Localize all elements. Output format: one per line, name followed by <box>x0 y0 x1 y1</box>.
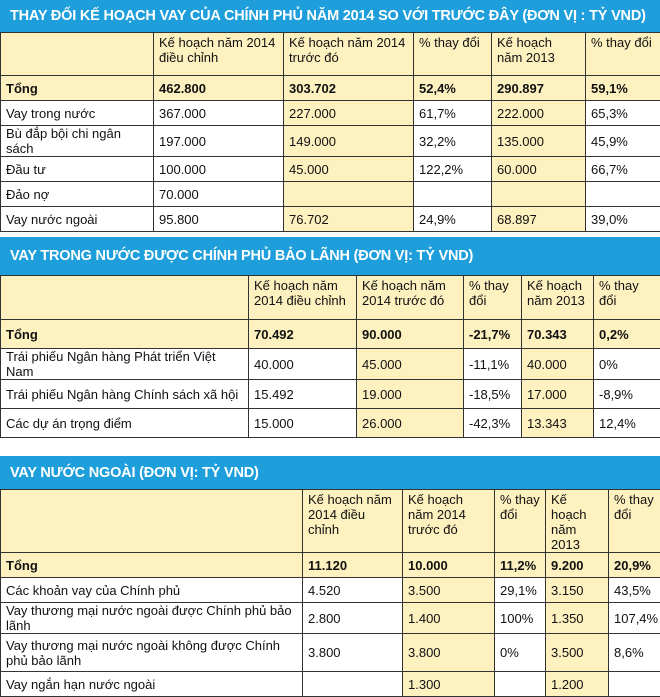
header-cell: % thay đổi <box>414 33 492 76</box>
row-label: Các dự án trọng điểm <box>1 409 249 438</box>
cell: 13.343 <box>522 409 594 438</box>
cell: 1.300 <box>403 672 495 697</box>
table-row <box>1 76 660 101</box>
row-label: Trái phiếu Ngân hàng Phát triển Việt Nam <box>1 349 249 380</box>
table1-section <box>0 0 660 32</box>
cell: 70.492 <box>249 320 357 349</box>
cell: 24,9% <box>414 207 492 232</box>
cell: -8,9% <box>594 380 660 409</box>
header-cell: Kế hoạch năm 2014 trước đó <box>357 276 464 320</box>
header-cell: Kế hoạch năm 2013 <box>492 33 586 76</box>
cell: 462.800 <box>154 76 284 101</box>
row-label: Bù đắp bội chi ngân sách <box>1 126 154 157</box>
row-label: Vay thương mại nước ngoài được Chính phủ bảo lãnh <box>1 603 303 634</box>
cell <box>303 672 403 697</box>
cell: 3.800 <box>303 634 403 672</box>
header-cell: Kế hoạch năm 2014 trước đó <box>403 490 495 553</box>
table-row <box>1 409 660 438</box>
row-label: Trái phiếu Ngân hàng Chính sách xã hội <box>1 380 249 409</box>
header-cell <box>1 490 303 553</box>
cell: -11,1% <box>464 349 522 380</box>
cell: -42,3% <box>464 409 522 438</box>
row-label: Các khoản vay của Chính phủ <box>1 578 303 603</box>
header-cell: % thay đổi <box>594 276 660 320</box>
cell: 135.000 <box>492 126 586 157</box>
cell: 70.000 <box>154 182 284 207</box>
table1 <box>0 32 660 232</box>
cell: 3.800 <box>403 634 495 672</box>
table-row <box>1 672 660 697</box>
cell: 3.500 <box>403 578 495 603</box>
table-row <box>1 578 660 603</box>
table-row <box>1 320 660 349</box>
cell: 61,7% <box>414 101 492 126</box>
cell: 65,3% <box>586 101 660 126</box>
header-cell: % thay đổi <box>495 490 546 553</box>
cell: 3.150 <box>546 578 609 603</box>
cell: 60.000 <box>492 157 586 182</box>
table2-section <box>0 237 660 275</box>
header-cell <box>1 33 154 76</box>
cell: 3.500 <box>546 634 609 672</box>
table-row <box>1 349 660 380</box>
cell: 11.120 <box>303 553 403 578</box>
cell: 290.897 <box>492 76 586 101</box>
cell: 95.800 <box>154 207 284 232</box>
cell: 40.000 <box>522 349 594 380</box>
cell: 2.800 <box>303 603 403 634</box>
cell: 303.702 <box>284 76 414 101</box>
table-row <box>1 157 660 182</box>
cell: 1.200 <box>546 672 609 697</box>
row-label: Vay nước ngoài <box>1 207 154 232</box>
cell: 122,2% <box>414 157 492 182</box>
cell: 8,6% <box>609 634 660 672</box>
row-label: Vay trong nước <box>1 101 154 126</box>
cell: 11,2% <box>495 553 546 578</box>
cell: 197.000 <box>154 126 284 157</box>
header-cell: Kế hoạch năm 2014 điều chỉnh <box>249 276 357 320</box>
header-cell: % thay đổi <box>609 490 660 553</box>
cell: 1.400 <box>403 603 495 634</box>
cell: 26.000 <box>357 409 464 438</box>
cell: 0% <box>495 634 546 672</box>
header-cell: Kế hoạch năm 2014 trước đó <box>284 33 414 76</box>
cell: 70.343 <box>522 320 594 349</box>
header-cell: % thay đổi <box>464 276 522 320</box>
cell: -21,7% <box>464 320 522 349</box>
table3-title: VAY NƯỚC NGOÀI (ĐƠN VỊ: TỶ VND) <box>0 456 660 489</box>
cell: 52,4% <box>414 76 492 101</box>
cell: 227.000 <box>284 101 414 126</box>
table3-header-row <box>1 490 660 553</box>
header-cell: Kế hoạch năm 2013 <box>546 490 609 553</box>
cell: 222.000 <box>492 101 586 126</box>
row-label: Đầu tư <box>1 157 154 182</box>
cell: 45.000 <box>357 349 464 380</box>
cell: 29,1% <box>495 578 546 603</box>
cell: 32,2% <box>414 126 492 157</box>
cell <box>609 672 660 697</box>
row-label: Tổng <box>1 553 303 578</box>
table-row <box>1 603 660 634</box>
cell: 45.000 <box>284 157 414 182</box>
cell: 43,5% <box>609 578 660 603</box>
cell: 59,1% <box>586 76 660 101</box>
cell: -18,5% <box>464 380 522 409</box>
table2 <box>0 275 660 438</box>
cell: 17.000 <box>522 380 594 409</box>
table-row <box>1 182 660 207</box>
cell: 149.000 <box>284 126 414 157</box>
cell: 4.520 <box>303 578 403 603</box>
table2-header-row <box>1 276 660 320</box>
header-cell <box>1 276 249 320</box>
cell: 12,4% <box>594 409 660 438</box>
cell <box>414 182 492 207</box>
cell <box>492 182 586 207</box>
cell: 76.702 <box>284 207 414 232</box>
table-row <box>1 126 660 157</box>
row-label: Đảo nợ <box>1 182 154 207</box>
table1-title: THAY ĐỔI KẾ HOẠCH VAY CỦA CHÍNH PHỦ NĂM 2014 SO VỚI TRƯỚC ĐÂY (ĐƠN VỊ : TỶ VND) <box>0 0 660 32</box>
cell: 10.000 <box>403 553 495 578</box>
cell: 1.350 <box>546 603 609 634</box>
table-row <box>1 634 660 672</box>
cell: 68.897 <box>492 207 586 232</box>
cell <box>284 182 414 207</box>
cell: 39,0% <box>586 207 660 232</box>
table-row <box>1 101 660 126</box>
cell: 90.000 <box>357 320 464 349</box>
table3 <box>0 489 660 697</box>
cell <box>495 672 546 697</box>
header-cell: % thay đổi <box>586 33 660 76</box>
table1-header-row <box>1 33 660 76</box>
row-label: Vay ngắn hạn nước ngoài <box>1 672 303 697</box>
header-cell: Kế hoạch năm 2014 điều chỉnh <box>303 490 403 553</box>
cell: 100.000 <box>154 157 284 182</box>
cell: 20,9% <box>609 553 660 578</box>
cell: 100% <box>495 603 546 634</box>
table-row <box>1 207 660 232</box>
table-row <box>1 553 660 578</box>
table2-title: VAY TRONG NƯỚC ĐƯỢC CHÍNH PHỦ BẢO LÃNH (ĐƠN VỊ: TỶ VND) <box>0 237 660 275</box>
table-row <box>1 380 660 409</box>
cell: 66,7% <box>586 157 660 182</box>
header-cell: Kế hoạch năm 2014 điều chỉnh <box>154 33 284 76</box>
row-label: Tổng <box>1 320 249 349</box>
cell: 107,4% <box>609 603 660 634</box>
row-label: Vay thương mại nước ngoài không được Chính phủ bảo lãnh <box>1 634 303 672</box>
cell <box>586 182 660 207</box>
cell: 9.200 <box>546 553 609 578</box>
cell: 0,2% <box>594 320 660 349</box>
cell: 19.000 <box>357 380 464 409</box>
cell: 0% <box>594 349 660 380</box>
row-label: Tổng <box>1 76 154 101</box>
cell: 15.000 <box>249 409 357 438</box>
header-cell: Kế hoạch năm 2013 <box>522 276 594 320</box>
table3-section <box>0 456 660 489</box>
cell: 45,9% <box>586 126 660 157</box>
cell: 40.000 <box>249 349 357 380</box>
cell: 15.492 <box>249 380 357 409</box>
cell: 367.000 <box>154 101 284 126</box>
